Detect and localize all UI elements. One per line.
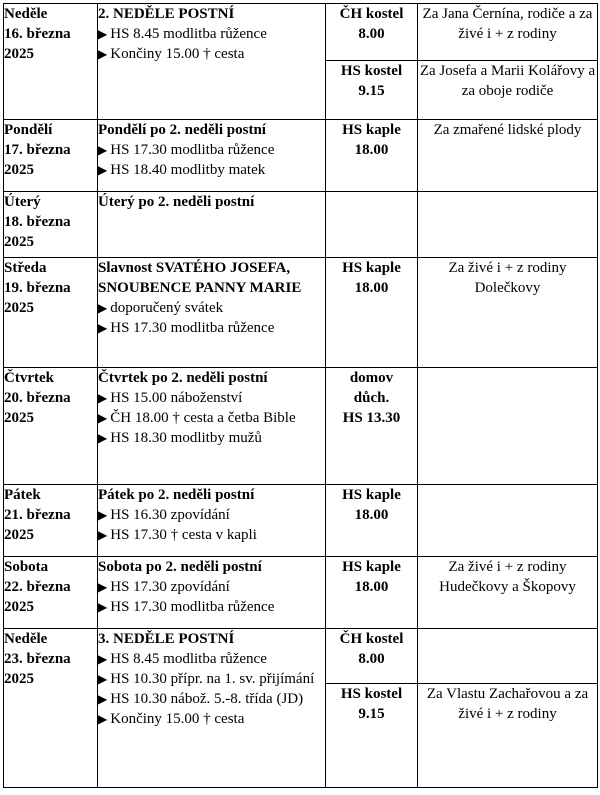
schedule-row <box>4 557 598 629</box>
day-label-line: 2025 <box>4 671 34 687</box>
program-item <box>98 505 325 525</box>
program-item-text: HS 17.30 modlitba růžence <box>110 142 275 158</box>
mass-intention-cell <box>418 192 598 258</box>
program-item <box>98 428 325 448</box>
triangle-bullet-icon <box>98 599 110 615</box>
day-label-line: 17. března <box>4 142 71 158</box>
mass-place-line: 18.00 <box>354 579 389 595</box>
program-item <box>98 140 325 160</box>
day-label-line: Čtvrtek <box>4 370 54 386</box>
day-label-line: 2025 <box>4 527 34 543</box>
schedule-row <box>4 4 598 61</box>
program-item-text: HS 17.30 modlitba růžence <box>110 320 275 336</box>
program-cell <box>98 557 326 629</box>
triangle-bullet-icon <box>98 691 110 707</box>
mass-place-line: ČH kostel <box>339 631 404 647</box>
day-label-line: Neděle <box>4 631 48 647</box>
day-label-line: Sobota <box>4 559 49 575</box>
day-label-line: 2025 <box>4 410 34 426</box>
program-item-text: Končiny 15.00 † cesta <box>110 711 245 727</box>
program-item-text: HS 17.30 † cesta v kapli <box>110 527 257 543</box>
program-cell <box>98 368 326 485</box>
mass-place-cell <box>326 557 418 629</box>
program-item <box>98 669 325 689</box>
program-cell <box>98 258 326 368</box>
liturgical-day-title: Sobota po 2. neděli postní <box>98 559 262 575</box>
day-label-line: 18. března <box>4 214 71 230</box>
triangle-bullet-icon <box>98 579 110 595</box>
schedule-row <box>4 258 598 368</box>
day-cell <box>4 258 98 368</box>
day-cell <box>4 629 98 788</box>
mass-place-line: 9.15 <box>358 706 385 722</box>
triangle-bullet-icon <box>98 390 110 406</box>
day-label-line: 2025 <box>4 234 34 250</box>
mass-intention-cell <box>418 629 598 684</box>
day-label-line: 2025 <box>4 599 34 615</box>
mass-place-cell <box>326 192 418 258</box>
mass-place-line: ČH kostel <box>339 6 404 22</box>
day-cell <box>4 192 98 258</box>
program-cell <box>98 485 326 557</box>
program-item-text: HS 8.45 modlitba růžence <box>110 651 267 667</box>
schedule-row <box>4 120 598 192</box>
day-cell <box>4 557 98 629</box>
program-item <box>98 408 325 428</box>
program-item-text: HS 17.30 zpovídání <box>110 579 230 595</box>
mass-place-line: důch. <box>353 390 390 406</box>
triangle-bullet-icon <box>98 46 110 62</box>
day-label-line: Neděle <box>4 6 48 22</box>
program-item-text: ČH 18.00 † cesta a četba Bible <box>110 410 296 426</box>
program-item-text: Končiny 15.00 † cesta <box>110 46 245 62</box>
mass-place-line: HS kostel <box>340 63 403 79</box>
program-item <box>98 649 325 669</box>
mass-place-line: HS kaple <box>342 559 401 575</box>
triangle-bullet-icon <box>98 26 110 42</box>
mass-intention-cell: Za Josefa a Marii Kolářovy a za oboje rodiče <box>418 61 598 120</box>
mass-place-cell <box>326 4 418 61</box>
program-item-text: HS 15.00 náboženství <box>110 390 243 406</box>
program-item-text: HS 16.30 zpovídání <box>110 507 230 523</box>
mass-place-cell <box>326 368 418 485</box>
program-item <box>98 24 325 44</box>
day-cell <box>4 368 98 485</box>
day-label-line: 2025 <box>4 46 34 62</box>
schedule-table <box>3 3 598 788</box>
mass-place-line: domov <box>349 370 394 386</box>
mass-place-line: HS kaple <box>342 487 401 503</box>
liturgical-day-title: Čtvrtek po 2. neděli postní <box>98 370 268 386</box>
mass-place-line: HS kaple <box>342 260 401 276</box>
mass-place-line: HS 13.30 <box>342 410 401 426</box>
program-item <box>98 388 325 408</box>
program-cell <box>98 629 326 788</box>
program-item-text: doporučený svátek <box>110 300 224 316</box>
triangle-bullet-icon <box>98 430 110 446</box>
day-label-line: 2025 <box>4 300 34 316</box>
day-cell <box>4 485 98 557</box>
schedule-row <box>4 629 598 684</box>
program-item-text: HS 17.30 modlitba růžence <box>110 599 275 615</box>
mass-place-cell <box>326 120 418 192</box>
schedule-body <box>4 4 598 788</box>
day-label-line: Středa <box>4 260 47 276</box>
day-label-line: Pondělí <box>4 122 53 138</box>
program-item-text: HS 18.30 modlitby mužů <box>110 430 262 446</box>
mass-place-cell <box>326 258 418 368</box>
day-label-line: 23. března <box>4 651 71 667</box>
triangle-bullet-icon <box>98 410 110 426</box>
mass-place-line: 9.15 <box>358 83 385 99</box>
triangle-bullet-icon <box>98 671 110 687</box>
mass-intention-cell: Za živé i + z rodiny Hudečkovy a Škopovy <box>418 557 598 629</box>
liturgical-day-title: Úterý po 2. neděli postní <box>98 194 255 210</box>
day-label-line: 2025 <box>4 162 34 178</box>
program-item <box>98 44 325 64</box>
program-item <box>98 577 325 597</box>
program-item <box>98 298 325 318</box>
triangle-bullet-icon <box>98 300 110 316</box>
liturgical-day-title: 2. NEDĚLE POSTNÍ <box>98 6 235 22</box>
mass-intention-cell <box>418 368 598 485</box>
triangle-bullet-icon <box>98 527 110 543</box>
schedule-row <box>4 368 598 485</box>
program-cell <box>98 4 326 120</box>
triangle-bullet-icon <box>98 162 110 178</box>
liturgical-day-title: Slavnost SVATÉHO JOSEFA, SNOUBENCE PANNY MARIE <box>98 260 302 296</box>
program-item-text: HS 10.30 nábož. 5.-8. třída (JD) <box>110 691 304 707</box>
schedule-row <box>4 192 598 258</box>
day-label-line: 20. března <box>4 390 71 406</box>
mass-place-line: 18.00 <box>354 507 389 523</box>
mass-place-line: HS kostel <box>340 686 403 702</box>
triangle-bullet-icon <box>98 142 110 158</box>
mass-place-cell <box>326 629 418 684</box>
program-item <box>98 160 325 180</box>
program-item-text: HS 10.30 přípr. na 1. sv. přijímání <box>110 671 315 687</box>
program-item-text: HS 18.40 modlitby matek <box>110 162 266 178</box>
mass-place-line: 18.00 <box>354 280 389 296</box>
day-label-line: 21. března <box>4 507 71 523</box>
mass-intention-cell: Za Vlastu Zachařovou a za živé i + z rodiny <box>418 684 598 788</box>
mass-intention-cell: Za zmařené lidské plody <box>418 120 598 192</box>
triangle-bullet-icon <box>98 651 110 667</box>
mass-place-line: 18.00 <box>354 142 389 158</box>
day-cell <box>4 4 98 120</box>
program-cell <box>98 120 326 192</box>
triangle-bullet-icon <box>98 320 110 336</box>
mass-intention-cell <box>418 485 598 557</box>
mass-intention-cell: Za Jana Černína, rodiče a za živé i + z rodiny <box>418 4 598 61</box>
liturgical-day-title: Pondělí po 2. neděli postní <box>98 122 266 138</box>
program-item <box>98 689 325 709</box>
mass-place-line: 8.00 <box>358 26 385 42</box>
program-item <box>98 597 325 617</box>
program-cell <box>98 192 326 258</box>
mass-place-line: 8.00 <box>358 651 385 667</box>
mass-place-cell <box>326 684 418 788</box>
triangle-bullet-icon <box>98 711 110 727</box>
day-label-line: 22. března <box>4 579 71 595</box>
day-label-line: 16. března <box>4 26 71 42</box>
day-cell <box>4 120 98 192</box>
liturgical-day-title: 3. NEDĚLE POSTNÍ <box>98 631 235 647</box>
program-item <box>98 709 325 729</box>
day-label-line: Úterý <box>4 194 41 210</box>
schedule-row <box>4 485 598 557</box>
mass-place-cell <box>326 485 418 557</box>
program-item <box>98 525 325 545</box>
triangle-bullet-icon <box>98 507 110 523</box>
day-label-line: Pátek <box>4 487 41 503</box>
day-label-line: 19. března <box>4 280 71 296</box>
liturgical-day-title: Pátek po 2. neděli postní <box>98 487 255 503</box>
program-item-text: HS 8.45 modlitba růžence <box>110 26 267 42</box>
program-item <box>98 318 325 338</box>
mass-place-line: HS kaple <box>342 122 401 138</box>
mass-intention-cell: Za živé i + z rodiny Dolečkovy <box>418 258 598 368</box>
mass-place-cell <box>326 61 418 120</box>
